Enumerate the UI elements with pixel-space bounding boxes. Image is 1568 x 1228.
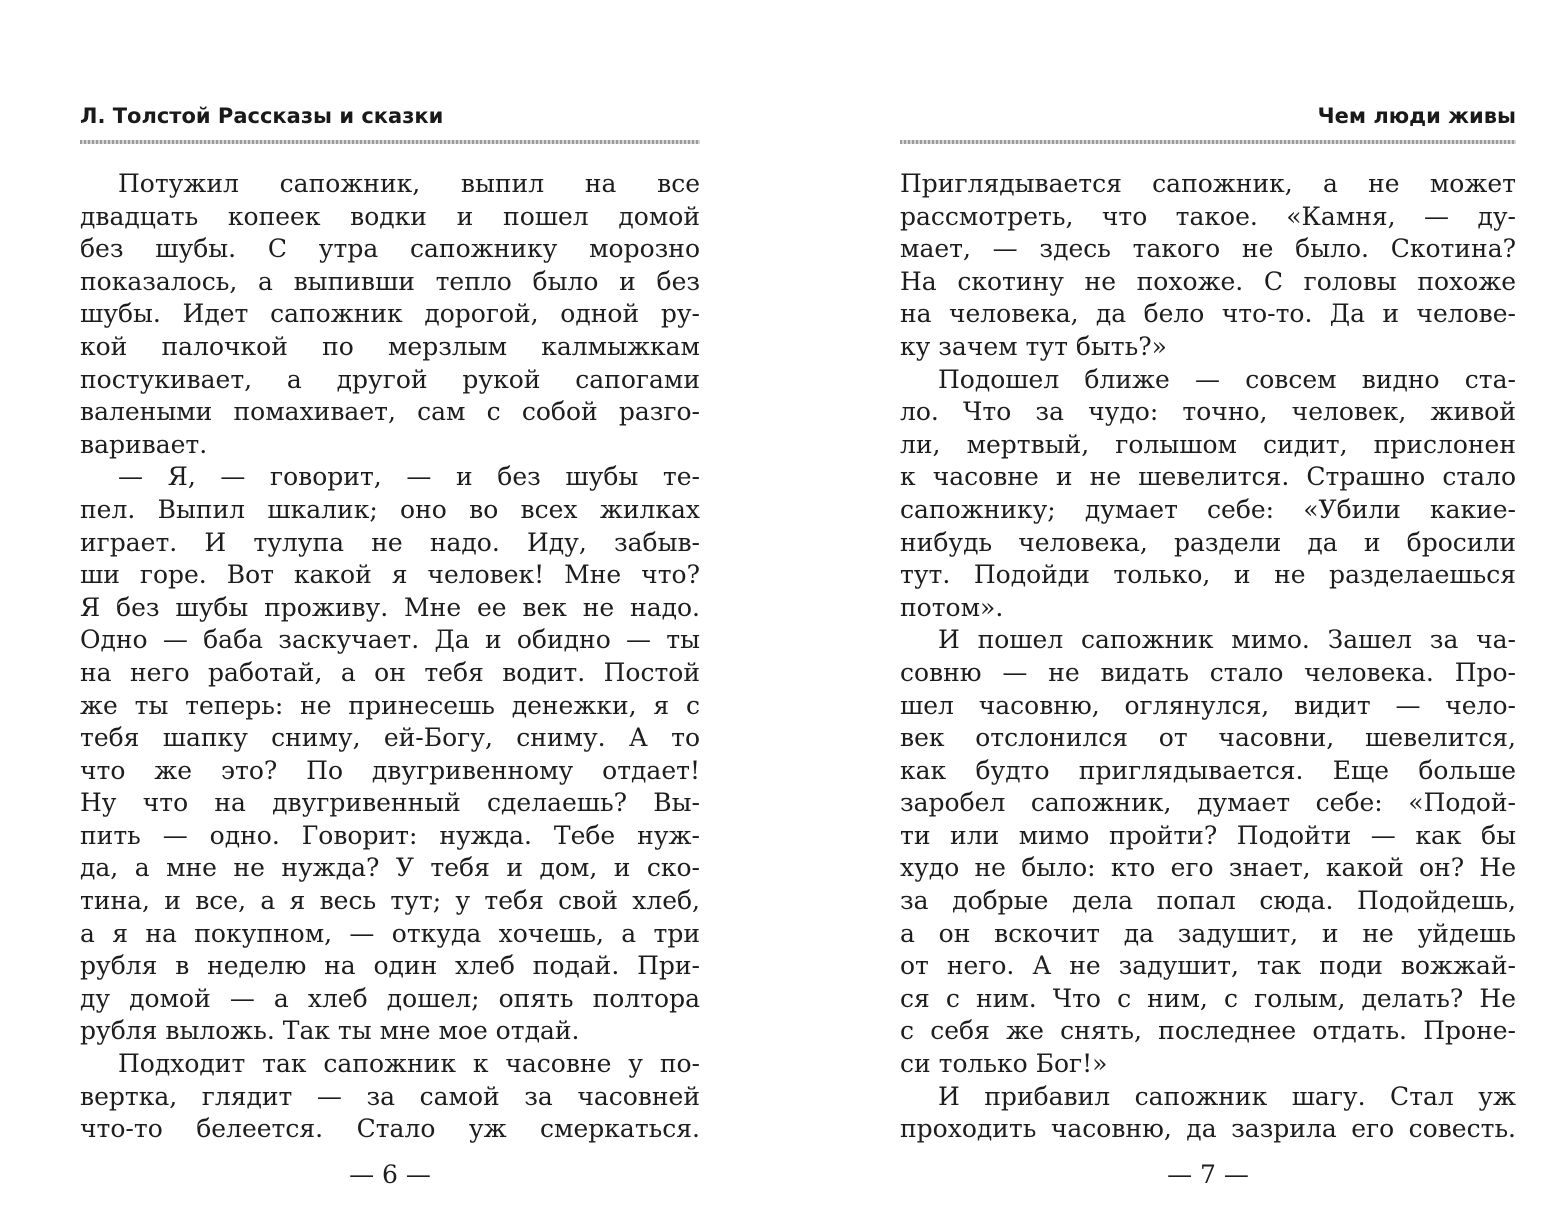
- text-line: кой палочкой по мерзлым калмыжкам: [80, 331, 700, 361]
- text-line: век отслонился от часовни, шевелится,: [900, 723, 1516, 753]
- text-line: совню — не видать стало человека. Про-: [900, 657, 1516, 687]
- right-page: [900, 0, 1516, 1228]
- text-line: Подошел ближе — совсем видно ста-: [938, 364, 1516, 394]
- page-number-left: — 6 —: [349, 1160, 431, 1189]
- text-line: за добрые дела попал сюда. Подойдешь,: [900, 886, 1516, 916]
- text-line: сапожнику; думает себе: «Убили какие-: [900, 494, 1516, 524]
- text-line: ся с ним. Что с ним, с голым, делать? Не: [900, 983, 1516, 1013]
- text-line: Я без шубы проживу. Мне ее век не надо.: [80, 592, 700, 622]
- body-text-right: [900, 168, 1516, 1146]
- header-rule-left: [80, 140, 700, 144]
- body-text-left: [80, 168, 700, 1146]
- text-line: ши горе. Вот какой я человек! Мне что?: [80, 560, 700, 590]
- text-line: на него работай, а он тебя водит. Постой: [80, 657, 700, 687]
- running-header-right: Чем люди живы: [1317, 104, 1516, 128]
- text-line: На скотину не похоже. С головы похоже: [900, 266, 1516, 296]
- text-line: Ну что на двугривенный сделаешь? Вы-: [80, 788, 700, 818]
- text-line: к часовне и не шевелится. Страшно стало: [900, 462, 1516, 492]
- text-line: — Я, — говорит, — и без шубы те-: [118, 462, 700, 492]
- text-line: на человека, да бело что-то. Да и челове-: [900, 299, 1516, 329]
- text-line: а я на покупном, — откуда хочешь, а три: [80, 918, 700, 948]
- text-line: Подходит так сапожник к часовне у по-: [118, 1049, 700, 1079]
- text-line: от него. А не задушит, так поди вожжай-: [900, 951, 1516, 981]
- text-line: Потужил сапожник, выпил на все: [118, 169, 700, 198]
- text-line: двадцать копеек водки и пошел домой: [80, 201, 700, 231]
- text-line: постукивает, а другой рукой сапогами: [80, 364, 700, 394]
- text-line: играет. И тулупа не надо. Иду, забыв-: [80, 527, 700, 557]
- header-rule-right: [900, 140, 1516, 144]
- text-line: валеными помахивает, сам с собой разго-: [80, 397, 700, 427]
- text-line: вертка, глядит — за самой за часовней: [80, 1081, 700, 1111]
- text-line: ду домой — а хлеб дошел; опять полтора: [80, 983, 700, 1013]
- text-line: Одно — баба заскучает. Да и обидно — ты: [80, 625, 700, 655]
- text-line: И пошел сапожник мимо. Зашел за ча-: [938, 625, 1516, 655]
- text-line: рубля в неделю на один хлеб подай. При-: [80, 951, 700, 981]
- page-number-right: — 7 —: [1167, 1160, 1249, 1189]
- text-line: что же это? По двугривенному отдает!: [80, 755, 700, 785]
- text-line: И прибавил сапожник шагу. Стал уж: [938, 1081, 1516, 1111]
- text-line: пел. Выпил шкалик; оно во всех жилках: [80, 494, 700, 524]
- text-line: нибудь человека, раздели да и бросили: [900, 527, 1516, 557]
- text-line: си только Бог!»: [900, 1049, 1108, 1079]
- text-line: с себя же снять, последнее отдать. Проне-: [900, 1016, 1516, 1046]
- text-line: мает, — здесь такого не было. Скотина?: [900, 234, 1516, 264]
- text-line: показалось, а выпивши тепло было и без: [80, 266, 700, 296]
- text-line: пить — одно. Говорит: нужда. Тебе нуж-: [80, 820, 700, 850]
- text-line: худо не было: кто его знает, какой он? Не: [900, 853, 1516, 883]
- text-line: да, а мне не нужда? У тебя и дом, и ско-: [80, 853, 700, 883]
- text-line: без шубы. С утра сапожнику морозно: [80, 234, 700, 264]
- text-line: шубы. Идет сапожник дорогой, одной ру-: [80, 299, 700, 329]
- text-line: заробел сапожник, думает себе: «Подой-: [900, 788, 1516, 818]
- left-page: [80, 0, 700, 1228]
- text-line: варивает.: [80, 429, 208, 459]
- text-line: ку зачем тут быть?»: [900, 331, 1167, 361]
- text-line: а он вскочит да задушит, и не уйдешь: [900, 918, 1516, 948]
- running-header-left: Л. Толстой Рассказы и сказки: [80, 104, 444, 128]
- text-line: же ты теперь: не принесешь денежки, я с: [80, 690, 700, 720]
- text-line: что-то белеется. Стало уж смеркаться.: [80, 1114, 700, 1144]
- text-line: ло. Что за чудо: точно, человек, живой: [900, 397, 1516, 427]
- text-line: рубля выложь. Так ты мне мое отдай.: [80, 1016, 580, 1046]
- text-line: тина, и все, а я весь тут; у тебя свой хлеб,: [80, 886, 700, 916]
- text-line: проходить часовню, да зазрила его совесть.: [900, 1114, 1516, 1144]
- text-line: шел часовню, оглянулся, видит — чело-: [900, 690, 1516, 720]
- text-line: рассмотреть, что такое. «Камня, — ду-: [900, 201, 1516, 231]
- text-line: потом».: [900, 592, 1004, 622]
- text-line: ли, мертвый, голышом сидит, прислонен: [900, 429, 1516, 459]
- text-line: тут. Подойди только, и не разделаешься: [900, 560, 1516, 590]
- text-line: тебя шапку сниму, ей-Богу, сниму. А то: [80, 723, 700, 753]
- text-line: Приглядывается сапожник, а не может: [900, 169, 1516, 198]
- text-line: как будто приглядывается. Еще больше: [900, 755, 1516, 785]
- text-line: ти или мимо пройти? Подойти — как бы: [900, 820, 1516, 850]
